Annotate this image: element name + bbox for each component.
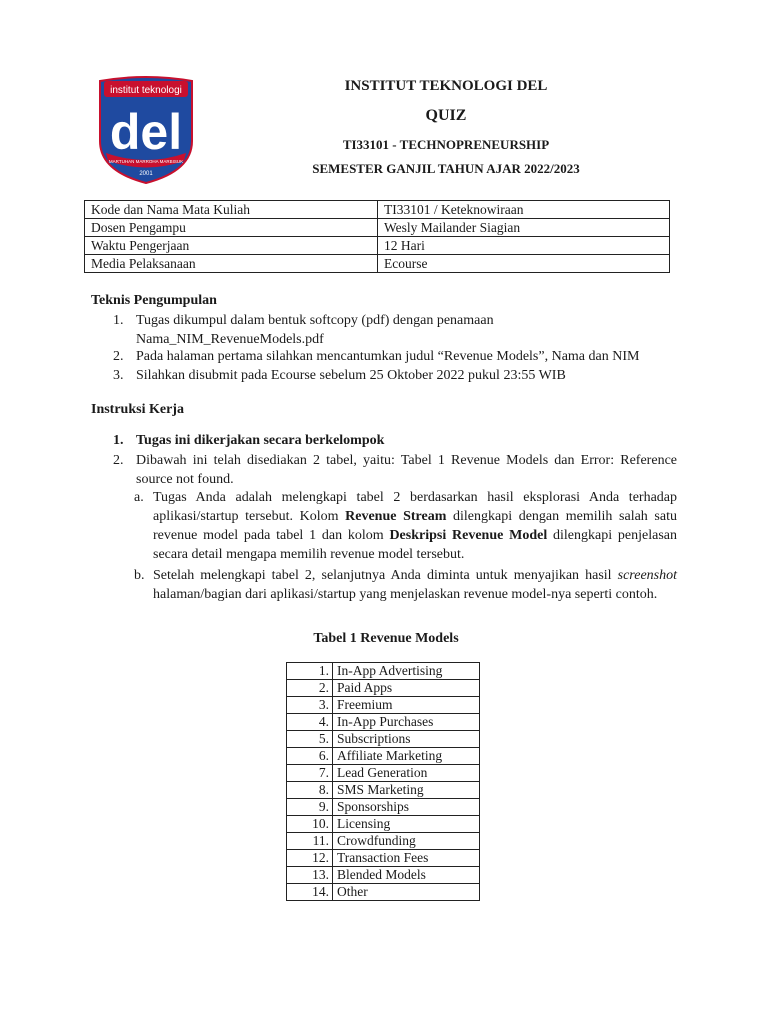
table-row bbox=[287, 867, 480, 884]
table-row bbox=[287, 731, 480, 748]
table-row bbox=[85, 201, 670, 219]
table-row bbox=[287, 833, 480, 850]
revenue-model-name: In-App Advertising bbox=[333, 663, 480, 680]
revenue-model-name: Paid Apps bbox=[333, 680, 480, 697]
table-row bbox=[287, 663, 480, 680]
del-logo-icon bbox=[98, 75, 194, 185]
revenue-model-name: In-App Purchases bbox=[333, 714, 480, 731]
row-number: 9. bbox=[287, 799, 333, 816]
instruksi-sub-a bbox=[153, 488, 677, 564]
logo-top-text: institut teknologi bbox=[110, 85, 182, 96]
info-value: Wesly Mailander Siagian bbox=[378, 219, 670, 237]
row-number: 6. bbox=[287, 748, 333, 765]
info-label: Dosen Pengampu bbox=[85, 219, 378, 237]
deskripsi-revenue-model-term: Deskripsi Revenue Model bbox=[389, 528, 548, 543]
revenue-model-name: Freemium bbox=[333, 697, 480, 714]
table-row bbox=[287, 816, 480, 833]
info-value: Ecourse bbox=[378, 255, 670, 273]
list-number: 1. bbox=[113, 433, 124, 448]
screenshot-term: screenshot bbox=[617, 568, 677, 583]
row-number: 3. bbox=[287, 697, 333, 714]
info-label: Kode dan Nama Mata Kuliah bbox=[85, 201, 378, 219]
table-row bbox=[287, 799, 480, 816]
list-number: 2. bbox=[113, 453, 124, 468]
sub-a-text: dilengkapi penjelasan secara detail mengapa memilih revenue model tersebut. bbox=[153, 528, 677, 562]
row-number: 14. bbox=[287, 884, 333, 901]
row-number: 7. bbox=[287, 765, 333, 782]
row-number: 10. bbox=[287, 816, 333, 833]
revenue-model-name: Licensing bbox=[333, 816, 480, 833]
instruksi-sub-b bbox=[153, 566, 677, 604]
list-letter: b. bbox=[134, 568, 145, 583]
table-row bbox=[85, 219, 670, 237]
revenue-models-table bbox=[286, 662, 480, 901]
revenue-model-name: Crowdfunding bbox=[333, 833, 480, 850]
table-row bbox=[85, 237, 670, 255]
info-label: Media Pelaksanaan bbox=[85, 255, 378, 273]
institution-logo bbox=[98, 75, 194, 185]
table-row bbox=[287, 765, 480, 782]
table-row bbox=[85, 255, 670, 273]
row-number: 2. bbox=[287, 680, 333, 697]
table-row bbox=[287, 748, 480, 765]
quiz-title: QUIZ bbox=[425, 107, 467, 124]
sub-a-text: Tugas Anda adalah melengkapi tabel 2 berdasarkan hasil eksplorasi Anda terhadap aplikasi/startup tersebut. Kolom bbox=[153, 490, 677, 524]
semester-title: SEMESTER GANJIL TAHUN AJAR 2022/2023 bbox=[312, 161, 580, 176]
info-value: 12 Hari bbox=[378, 237, 670, 255]
teknis-heading: Teknis Pengumpulan bbox=[91, 293, 217, 308]
revenue-model-name: Affiliate Marketing bbox=[333, 748, 480, 765]
row-number: 1. bbox=[287, 663, 333, 680]
instruksi-item-2: Dibawah ini telah disediakan 2 tabel, yaitu: Tabel 1 Revenue Models dan Error: Reference source not found. bbox=[136, 453, 677, 487]
revenue-stream-term: Revenue Stream bbox=[345, 509, 447, 524]
row-number: 13. bbox=[287, 867, 333, 884]
list-letter: a. bbox=[134, 490, 144, 505]
logo-motto: MARTUHAN MARROHA MARBISUK bbox=[108, 159, 184, 164]
info-label: Waktu Pengerjaan bbox=[85, 237, 378, 255]
revenue-model-name: Subscriptions bbox=[333, 731, 480, 748]
instruksi-heading: Instruksi Kerja bbox=[91, 402, 184, 417]
table1-caption: Tabel 1 Revenue Models bbox=[313, 631, 459, 646]
table-row bbox=[287, 680, 480, 697]
sub-b-text: halaman/bagian dari aplikasi/startup yang menjelaskan revenue model-nya seperti contoh. bbox=[153, 587, 658, 602]
table-row bbox=[287, 714, 480, 731]
info-value: TI33101 / Keteknowiraan bbox=[378, 201, 670, 219]
list-number: 1. bbox=[113, 313, 124, 328]
sub-b-text: Setelah melengkapi tabel 2, selanjutnya Anda diminta untuk menyajikan hasil bbox=[153, 568, 618, 583]
row-number: 12. bbox=[287, 850, 333, 867]
revenue-model-name: SMS Marketing bbox=[333, 782, 480, 799]
row-number: 5. bbox=[287, 731, 333, 748]
course-title: TI33101 - TECHNOPRENEURSHIP bbox=[342, 137, 550, 152]
revenue-model-name: Transaction Fees bbox=[333, 850, 480, 867]
teknis-item-3: Silahkan disubmit pada Ecourse sebelum 25 Oktober 2022 pukul 23:55 WIB bbox=[136, 368, 566, 383]
teknis-item-1-line2: Nama_NIM_RevenueModels.pdf bbox=[136, 332, 324, 347]
institution-title: INSTITUT TEKNOLOGI DEL bbox=[344, 78, 548, 94]
row-number: 11. bbox=[287, 833, 333, 850]
teknis-item-2: Pada halaman pertama silahkan mencantumkan judul “Revenue Models”, Nama dan NIM bbox=[136, 349, 640, 364]
table-row bbox=[287, 697, 480, 714]
revenue-model-name: Lead Generation bbox=[333, 765, 480, 782]
table-row bbox=[287, 850, 480, 867]
instruksi-item-1: Tugas ini dikerjakan secara berkelompok bbox=[136, 433, 385, 448]
table-row bbox=[287, 782, 480, 799]
revenue-model-name: Other bbox=[333, 884, 480, 901]
table-row bbox=[287, 884, 480, 901]
list-number: 3. bbox=[113, 368, 124, 383]
logo-year: 2001 bbox=[139, 171, 153, 177]
revenue-model-name: Sponsorships bbox=[333, 799, 480, 816]
sub-a-text: dilengkapi dengan memilih salah satu revenue model pada tabel 1 dan kolom bbox=[153, 509, 677, 543]
teknis-item-1-line1: Tugas dikumpul dalam bentuk softcopy (pdf) dengan penamaan bbox=[136, 313, 494, 328]
course-info-table bbox=[84, 200, 670, 273]
row-number: 4. bbox=[287, 714, 333, 731]
list-number: 2. bbox=[113, 349, 124, 364]
revenue-model-name: Blended Models bbox=[333, 867, 480, 884]
logo-main-text: del bbox=[109, 104, 183, 160]
row-number: 8. bbox=[287, 782, 333, 799]
